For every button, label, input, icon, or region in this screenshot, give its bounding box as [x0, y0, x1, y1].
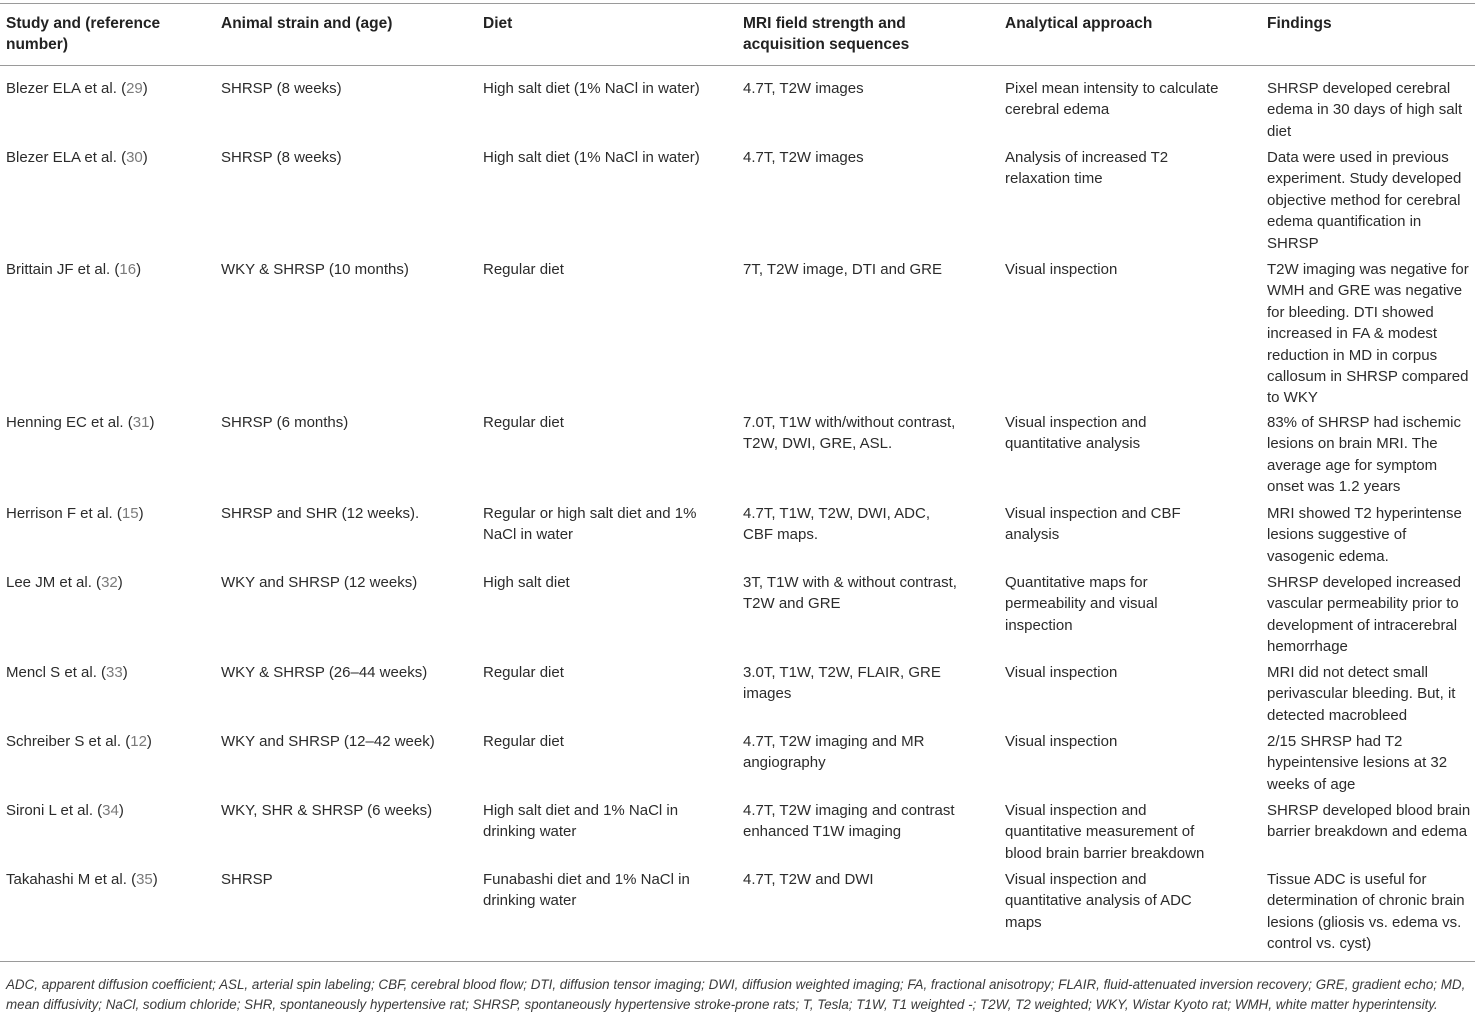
cell-strain: WKY, SHR & SHRSP (6 weeks)	[221, 802, 433, 819]
table-bottom-rule	[0, 961, 1475, 962]
cell-study: Lee JM et al. (32)	[6, 574, 123, 591]
cell-diet: Funabashi diet and 1% NaCl in drinking water	[483, 871, 690, 910]
cell-diet: High salt diet	[483, 574, 570, 591]
study-author: Schreiber S et al.	[6, 733, 122, 750]
cell-approach: Visual inspection and quantitative measurement of blood brain barrier breakdown	[1005, 802, 1205, 862]
cell-approach: Visual inspection	[1005, 664, 1118, 681]
study-author: Mencl S et al.	[6, 664, 97, 681]
cell-mri: 7.0T, T1W with/without contrast, T2W, DWI, GRE, ASL.	[743, 414, 956, 453]
cell-strain: SHRSP and SHR (12 weeks).	[221, 505, 420, 522]
cell-study: Blezer ELA et al. (30)	[6, 149, 148, 166]
cell-study: Henning EC et al. (31)	[6, 414, 155, 431]
cell-findings: Tissue ADC is useful for determination of chronic brain lesions (gliosis vs. edema vs. control vs. cyst)	[1267, 871, 1465, 953]
cell-findings: T2W imaging was negative for WMH and GRE was negative for bleeding. DTI showed increased in FA & modest reduction in MD in corpus callosum in SHRSP compared to WKY	[1267, 261, 1469, 407]
reference-link[interactable]: 32	[101, 574, 118, 591]
cell-approach: Visual inspection	[1005, 733, 1118, 750]
cell-diet: Regular diet	[483, 733, 564, 750]
cell-approach: Analysis of increased T2 relaxation time	[1005, 149, 1169, 188]
cell-study: Brittain JF et al. (16)	[6, 261, 142, 278]
cell-diet: High salt diet (1% NaCl in water)	[483, 80, 700, 97]
cell-approach: Visual inspection and CBF analysis	[1005, 505, 1181, 544]
cell-mri: 7T, T2W image, DTI and GRE	[743, 261, 942, 278]
header-strain: Animal strain and (age)	[221, 15, 393, 32]
table-footnote: ADC, apparent diffusion coefficient; ASL, arterial spin labeling; CBF, cerebral blood flow; DTI, diffusion tensor imaging; DWI, diffusion weighted imaging; FA, fractional anisotropy; FLAIR, fluid-attenuated inversion recovery; GRE, gradient echo; MD, mean diffusivity; NaCl, sodium chloride; SHR, spontaneously hypertensive rat; SHRSP, spontaneously hypertensive stroke-prone rats; T, Tesla; T1W, T1 weighted -; T2W, T2 weighted; WKY, Wistar Kyoto rat; WMH, white matter hyperintensity.	[6, 977, 1466, 1012]
cell-findings: SHRSP developed blood brain barrier breakdown and edema	[1267, 802, 1471, 841]
header-diet: Diet	[483, 15, 513, 32]
study-author: Blezer ELA et al.	[6, 149, 117, 166]
cell-study: Blezer ELA et al. (29)	[6, 80, 148, 97]
reference-link[interactable]: 35	[136, 871, 153, 888]
cell-mri: 3T, T1W with & without contrast, T2W and GRE	[743, 574, 957, 613]
cell-study: Herrison F et al. (15)	[6, 505, 144, 522]
cell-approach: Visual inspection and quantitative analysis of ADC maps	[1005, 871, 1192, 931]
cell-approach: Quantitative maps for permeability and visual inspection	[1005, 574, 1158, 634]
reference-link[interactable]: 34	[102, 802, 119, 819]
reference-link[interactable]: 15	[121, 505, 139, 522]
table-header-rule	[0, 65, 1475, 66]
reference-link[interactable]: 12	[130, 733, 147, 750]
cell-study: Sironi L et al. (34)	[6, 802, 124, 819]
cell-study: Mencl S et al. (33)	[6, 664, 128, 681]
reference-link[interactable]: 33	[106, 664, 123, 681]
cell-mri: 4.7T, T2W images	[743, 80, 864, 97]
study-author: Lee JM et al.	[6, 574, 92, 591]
header-study: Study and (reference number)	[6, 15, 161, 54]
cell-mri: 3.0T, T1W, T2W, FLAIR, GRE images	[743, 664, 941, 703]
reference-link[interactable]: 30	[126, 149, 143, 166]
cell-findings: MRI did not detect small perivascular bleeding. But, it detected macrobleed	[1267, 664, 1456, 724]
cell-diet: Regular or high salt diet and 1% NaCl in water	[483, 505, 697, 544]
reference-link[interactable]: 29	[126, 80, 143, 97]
cell-strain: SHRSP	[221, 871, 273, 888]
cell-strain: SHRSP (6 months)	[221, 414, 349, 431]
cell-mri: 4.7T, T2W images	[743, 149, 864, 166]
cell-study: Takahashi M et al. (35)	[6, 871, 158, 888]
cell-strain: WKY & SHRSP (10 months)	[221, 261, 409, 278]
study-author: Brittain JF et al.	[6, 261, 111, 278]
reference-link[interactable]: 31	[132, 414, 150, 431]
header-mri: MRI field strength and acquisition sequences	[743, 15, 910, 54]
cell-findings: Data were used in previous experiment. Study developed objective method for cerebral edema quantification in SHRSP	[1267, 149, 1462, 252]
cell-diet: Regular diet	[483, 664, 564, 681]
study-author: Henning EC et al.	[6, 414, 124, 431]
cell-strain: WKY and SHRSP (12–42 week)	[221, 733, 435, 750]
cell-strain: SHRSP (8 weeks)	[221, 149, 342, 166]
header-approach: Analytical approach	[1005, 15, 1153, 32]
study-author: Sironi L et al.	[6, 802, 93, 819]
study-author: Herrison F et al.	[6, 505, 113, 522]
cell-diet: High salt diet and 1% NaCl in drinking water	[483, 802, 679, 841]
study-author: Takahashi M et al.	[6, 871, 127, 888]
cell-strain: WKY and SHRSP (12 weeks)	[221, 574, 418, 591]
cell-findings: SHRSP developed cerebral edema in 30 days of high salt diet	[1267, 80, 1463, 140]
cell-strain: WKY & SHRSP (26–44 weeks)	[221, 664, 428, 681]
study-author: Blezer ELA et al.	[6, 80, 117, 97]
cell-diet: Regular diet	[483, 261, 564, 278]
cell-diet: High salt diet (1% NaCl in water)	[483, 149, 700, 166]
cell-diet: Regular diet	[483, 414, 564, 431]
cell-findings: MRI showed T2 hyperintense lesions suggestive of vasogenic edema.	[1267, 505, 1462, 565]
reference-link[interactable]: 16	[119, 261, 137, 278]
cell-approach: Pixel mean intensity to calculate cerebral edema	[1005, 80, 1219, 119]
cell-findings: 2/15 SHRSP had T2 hypeintensive lesions at 32 weeks of age	[1267, 733, 1448, 793]
cell-mri: 4.7T, T2W imaging and contrast enhanced T1W imaging	[743, 802, 955, 841]
cell-approach: Visual inspection and quantitative analysis	[1005, 414, 1147, 453]
table-top-rule	[0, 3, 1475, 4]
cell-findings: 83% of SHRSP had ischemic lesions on brain MRI. The average age for symptom onset was 1.2 years	[1267, 414, 1461, 496]
cell-mri: 4.7T, T2W imaging and MR angiography	[743, 733, 925, 772]
cell-strain: SHRSP (8 weeks)	[221, 80, 342, 97]
cell-mri: 4.7T, T1W, T2W, DWI, ADC, CBF maps.	[743, 505, 930, 544]
cell-mri: 4.7T, T2W and DWI	[743, 871, 874, 888]
cell-findings: SHRSP developed increased vascular permeability prior to development of intracerebral hemorrhage	[1267, 574, 1462, 656]
cell-study: Schreiber S et al. (12)	[6, 733, 152, 750]
cell-approach: Visual inspection	[1005, 261, 1118, 278]
header-findings: Findings	[1267, 15, 1332, 32]
